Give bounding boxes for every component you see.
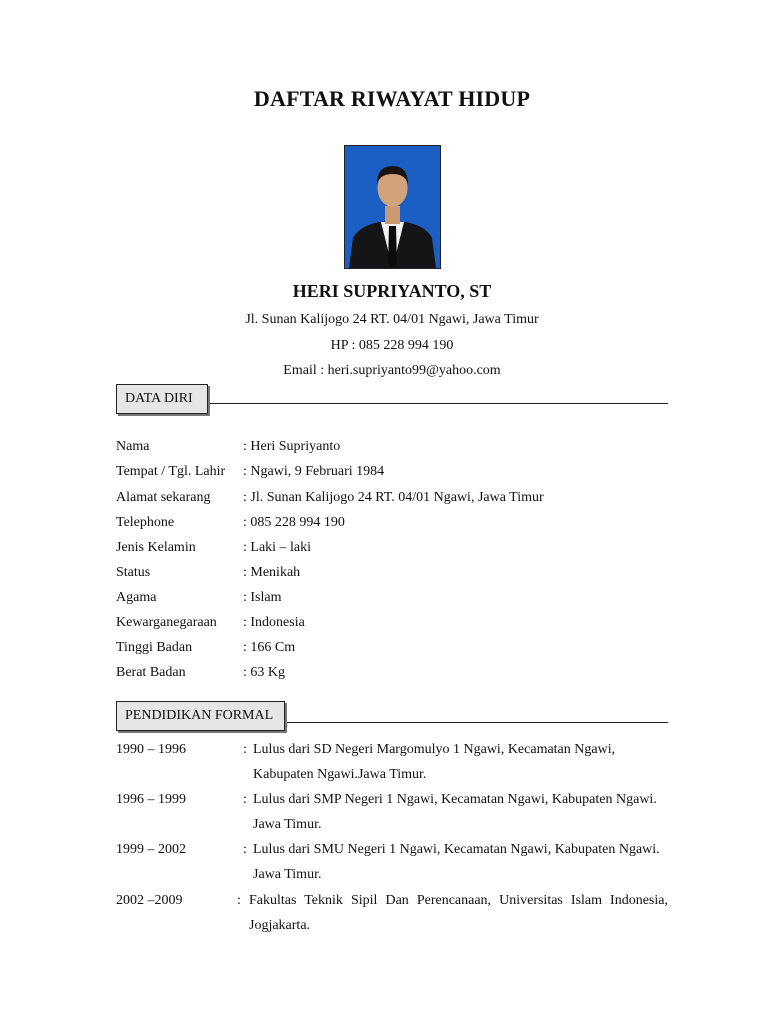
education-description: Lulus dari SMP Negeri 1 Ngawi, Kecamatan Ngawi, Kabupaten Ngawi. Jawa Timur. — [253, 792, 657, 832]
personal-info-row — [116, 538, 676, 558]
info-label: Tempat / Tgl. Lahir — [116, 464, 226, 479]
email-line: Email : heri.supriyanto99@yahoo.com — [283, 363, 501, 378]
section-divider — [210, 403, 668, 404]
info-label: Tinggi Badan — [116, 640, 193, 655]
education-years: 1999 – 2002 — [116, 842, 186, 857]
education-colon: : — [243, 842, 247, 857]
info-label: Jenis Kelamin — [116, 540, 196, 555]
info-label: Alamat sekarang — [116, 490, 211, 505]
info-value: : Ngawi, 9 Februari 1984 — [243, 464, 385, 479]
info-value: : 085 228 994 190 — [243, 515, 345, 530]
education-entry — [116, 787, 676, 837]
personal-info-row — [116, 638, 676, 658]
address-line: Jl. Sunan Kalijogo 24 RT. 04/01 Ngawi, Jawa Timur — [245, 312, 539, 327]
personal-info-row — [116, 563, 676, 583]
education-years: 1996 – 1999 — [116, 792, 186, 807]
profile-photo — [344, 145, 441, 269]
info-label: Agama — [116, 590, 157, 605]
info-value: : Jl. Sunan Kalijogo 24 RT. 04/01 Ngawi, Jawa Timur — [243, 490, 544, 505]
info-label: Status — [116, 565, 151, 580]
section-pendidikan-formal: PENDIDIKAN FORMAL — [116, 701, 285, 731]
personal-info-row — [116, 613, 676, 633]
info-value: : Islam — [243, 590, 282, 605]
section-data-diri: DATA DIRI — [116, 384, 208, 414]
personal-info-row — [116, 588, 676, 608]
info-label: Nama — [116, 439, 150, 454]
education-description: Lulus dari SMU Negeri 1 Ngawi, Kecamatan Ngawi, Kabupaten Ngawi. Jawa Timur. — [253, 842, 660, 882]
info-value: : Heri Supriyanto — [243, 439, 341, 454]
info-value: : 63 Kg — [243, 665, 285, 680]
personal-info-row — [116, 488, 676, 508]
education-years: 1990 – 1996 — [116, 742, 186, 757]
info-label: Berat Badan — [116, 665, 186, 680]
education-entry — [116, 837, 676, 887]
personal-info-row — [116, 513, 676, 533]
info-value: : 166 Cm — [243, 640, 296, 655]
personal-info-row — [116, 437, 676, 457]
education-colon: : — [237, 893, 241, 908]
education-entry — [116, 737, 676, 787]
education-entry — [116, 888, 676, 938]
education-description: Lulus dari SD Negeri Margomulyo 1 Ngawi, Kecamatan Ngawi, Kabupaten Ngawi.Jawa Timur. — [253, 742, 616, 782]
phone-line: HP : 085 228 994 190 — [330, 338, 454, 353]
info-label: Telephone — [116, 515, 175, 530]
info-value: : Laki – laki — [243, 540, 312, 555]
info-value: : Indonesia — [243, 615, 305, 630]
education-colon: : — [243, 742, 247, 757]
personal-info-row — [116, 663, 676, 683]
page-title: DAFTAR RIWAYAT HIDUP — [253, 86, 531, 111]
personal-info-row — [116, 462, 676, 482]
info-value: : Menikah — [243, 565, 301, 580]
education-description: Fakultas Teknik Sipil Dan Perencanaan, Universitas Islam Indonesia, Jogjakarta. — [249, 893, 668, 933]
education-colon: : — [243, 792, 247, 807]
info-label: Kewarganegaraan — [116, 615, 217, 630]
person-name: HERI SUPRIYANTO, ST — [292, 281, 492, 301]
education-years: 2002 –2009 — [116, 893, 183, 908]
section-divider — [287, 722, 668, 723]
